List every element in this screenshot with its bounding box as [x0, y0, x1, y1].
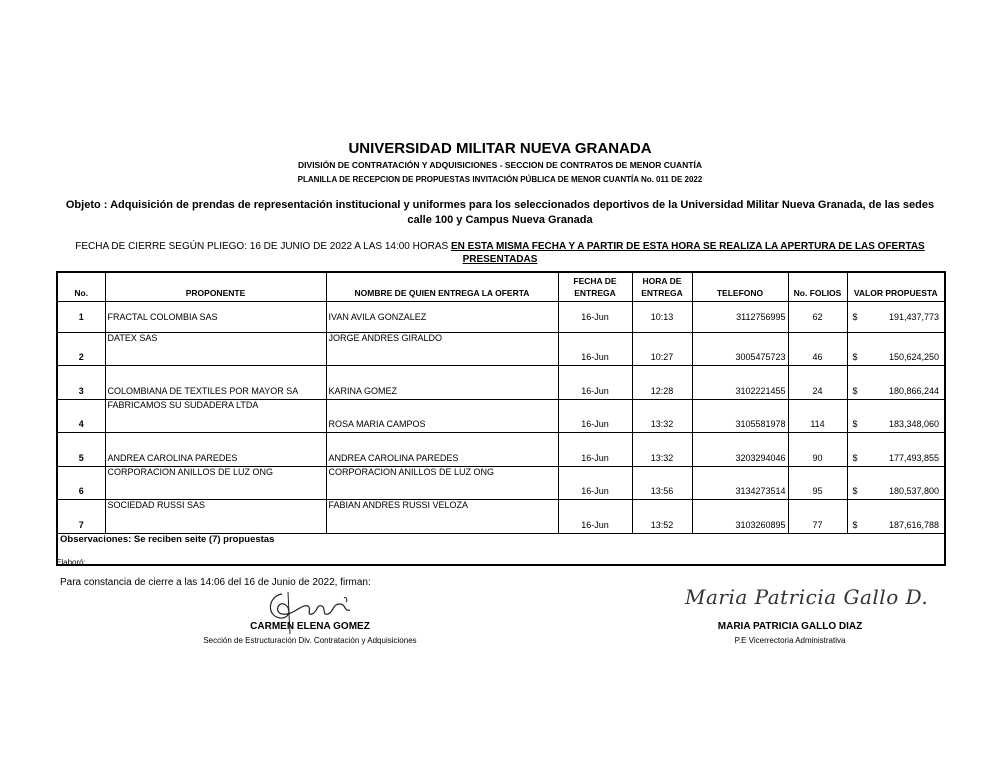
row-fecha: 16-Jun — [558, 466, 632, 500]
row-folios: 77 — [788, 500, 847, 534]
table-row — [57, 399, 945, 433]
row-no: 6 — [57, 466, 105, 500]
header-hora-line2: ENTREGA — [641, 288, 683, 298]
row-valor-amount: 191,437,773 — [888, 311, 939, 322]
table-row — [57, 366, 945, 400]
table-row — [57, 302, 945, 333]
row-telefono: 3105581978 — [692, 399, 788, 433]
header-fecha-line1: FECHA DE — [573, 276, 617, 286]
table-row — [57, 466, 945, 500]
row-valor-amount: 183,348,060 — [888, 419, 939, 429]
constancia-text: Para constancia de cierre a las 14:06 del 16 de Junio de 2022, firman: — [60, 577, 371, 588]
header-fecha-line2: ENTREGA — [574, 288, 616, 298]
row-fecha: 16-Jun — [558, 332, 632, 366]
elaboro-label: Elaboró: — [56, 558, 86, 567]
row-folios: 90 — [788, 433, 847, 467]
row-valor — [847, 500, 945, 534]
division-subtitle: DIVISIÓN DE CONTRATACIÓN Y ADQUISICIONES - SECCION DE CONTRATOS DE MENOR CUANTÍA — [298, 160, 702, 170]
header-proponente: PROPONENTE — [105, 272, 326, 302]
row-telefono: 3005475723 — [692, 332, 788, 366]
row-valor — [847, 302, 945, 333]
row-proponente: FRACTAL COLOMBIA SAS — [105, 302, 326, 333]
row-fecha: 16-Jun — [558, 399, 632, 433]
row-telefono: 3102221455 — [692, 366, 788, 400]
signer2-role: P.E Vicerrectoria Administrativa — [734, 636, 846, 645]
fecha-cierre-text — [55, 240, 945, 266]
fecha-cierre: FECHA DE CIERRE SEGÚN PLIEGO: 16 DE JUNIO DE 2022 A LAS 14:00 HORAS — [75, 241, 451, 252]
row-hora: 13:52 — [632, 500, 692, 534]
row-telefono: 3103260895 — [692, 500, 788, 534]
row-folios: 46 — [788, 332, 847, 366]
row-valor — [847, 433, 945, 467]
planilla-subtitle: PLANILLA DE RECEPCION DE PROPUESTAS INVITACIÓN PÚBLICA DE MENOR CUANTÍA No. 011 DE 2022 — [297, 175, 703, 184]
row-proponente: COLOMBIANA DE TEXTILES POR MAYOR SA — [105, 366, 326, 400]
header-telefono: TELEFONO — [692, 272, 788, 302]
header-hora — [632, 272, 692, 302]
header-no: No. — [57, 272, 105, 302]
row-valor — [847, 332, 945, 366]
row-entrega: KARINA GOMEZ — [326, 366, 558, 400]
row-currency: $ — [852, 385, 858, 396]
header-folios: No. FOLIOS — [788, 272, 847, 302]
row-entrega: JORGE ANDRES GIRALDO — [326, 332, 558, 366]
row-telefono: 3112756995 — [692, 302, 788, 333]
row-proponente: FABRICAMOS SU SUDADERA LTDA — [105, 399, 326, 433]
row-entrega: FABIAN ANDRES RUSSI VELOZA — [326, 500, 558, 534]
row-no: 1 — [57, 302, 105, 333]
signature-maria-image: Maria Patricia Gallo D. — [685, 585, 929, 609]
row-valor — [847, 366, 945, 400]
row-hora: 10:13 — [632, 302, 692, 333]
row-valor-amount: 177,493,855 — [888, 452, 939, 463]
row-folios: 62 — [788, 302, 847, 333]
row-fecha: 16-Jun — [558, 366, 632, 400]
row-entrega: CORPORACION ANILLOS DE LUZ ONG — [326, 466, 558, 500]
row-fecha: 16-Jun — [558, 500, 632, 534]
header-fecha — [558, 272, 632, 302]
header-hora-line1: HORA DE — [642, 276, 682, 286]
row-hora: 13:32 — [632, 399, 692, 433]
table-row — [57, 332, 945, 366]
signer1-role: Sección de Estructuración Div. Contratación y Adquisiciones — [203, 636, 417, 645]
row-telefono: 3203294046 — [692, 433, 788, 467]
row-currency: $ — [852, 452, 858, 463]
row-valor — [847, 466, 945, 500]
row-proponente: CORPORACION ANILLOS DE LUZ ONG — [105, 466, 326, 500]
table-header-row — [57, 272, 945, 302]
row-fecha: 16-Jun — [558, 433, 632, 467]
row-folios: 114 — [788, 399, 847, 433]
row-proponente: SOCIEDAD RUSSI SAS — [105, 500, 326, 534]
university-title: UNIVERSIDAD MILITAR NUEVA GRANADA — [348, 140, 652, 157]
row-no: 3 — [57, 366, 105, 400]
fecha-apertura: EN ESTA MISMA FECHA Y A PARTIR DE ESTA HORA SE REALIZA LA APERTURA DE LAS OFERTAS PRESENTADAS — [450, 241, 925, 265]
row-valor-amount: 180,537,800 — [888, 486, 939, 496]
row-entrega: ANDREA CAROLINA PAREDES — [326, 433, 558, 467]
row-hora: 13:56 — [632, 466, 692, 500]
proposals-table — [56, 271, 946, 566]
row-currency: $ — [852, 352, 858, 362]
row-no: 7 — [57, 500, 105, 534]
row-hora: 12:28 — [632, 366, 692, 400]
row-no: 4 — [57, 399, 105, 433]
table-row — [57, 433, 945, 467]
signer2-name: MARIA PATRICIA GALLO DIAZ — [717, 621, 863, 632]
header-entrega: NOMBRE DE QUIEN ENTREGA LA OFERTA — [326, 272, 558, 302]
row-entrega: ROSA MARIA CAMPOS — [326, 399, 558, 433]
row-valor-amount: 187,616,788 — [888, 519, 939, 530]
row-proponente: ANDREA CAROLINA PAREDES — [105, 433, 326, 467]
row-currency: $ — [852, 486, 858, 496]
row-folios: 95 — [788, 466, 847, 500]
row-currency: $ — [852, 311, 858, 322]
row-no: 5 — [57, 433, 105, 467]
row-proponente: DATEX SAS — [105, 332, 326, 366]
row-entrega: IVAN AVILA GONZALEZ — [326, 302, 558, 333]
row-currency: $ — [852, 519, 858, 530]
row-valor — [847, 399, 945, 433]
observaciones-row — [57, 533, 945, 565]
header-valor: VALOR PROPUESTA — [847, 272, 945, 302]
row-hora: 13:32 — [632, 433, 692, 467]
signer1-name: CARMEN ELENA GOMEZ — [250, 621, 370, 632]
row-currency: $ — [852, 419, 858, 429]
observaciones-text: Observaciones: Se reciben seite (7) propuestas — [57, 533, 945, 565]
row-fecha: 16-Jun — [558, 302, 632, 333]
row-no: 2 — [57, 332, 105, 366]
row-valor-amount: 180,866,244 — [888, 385, 939, 396]
objeto-text: Objeto : Adquisición de prendas de representación institucional y uniformes para los seleccionados deportivos de la Universidad Militar Nueva Granada, de las sedes calle 100 y Campus Nueva Granada — [65, 199, 935, 226]
table-row — [57, 500, 945, 534]
row-valor-amount: 150,624,250 — [888, 352, 939, 362]
row-telefono: 3134273514 — [692, 466, 788, 500]
row-hora: 10:27 — [632, 332, 692, 366]
row-folios: 24 — [788, 366, 847, 400]
